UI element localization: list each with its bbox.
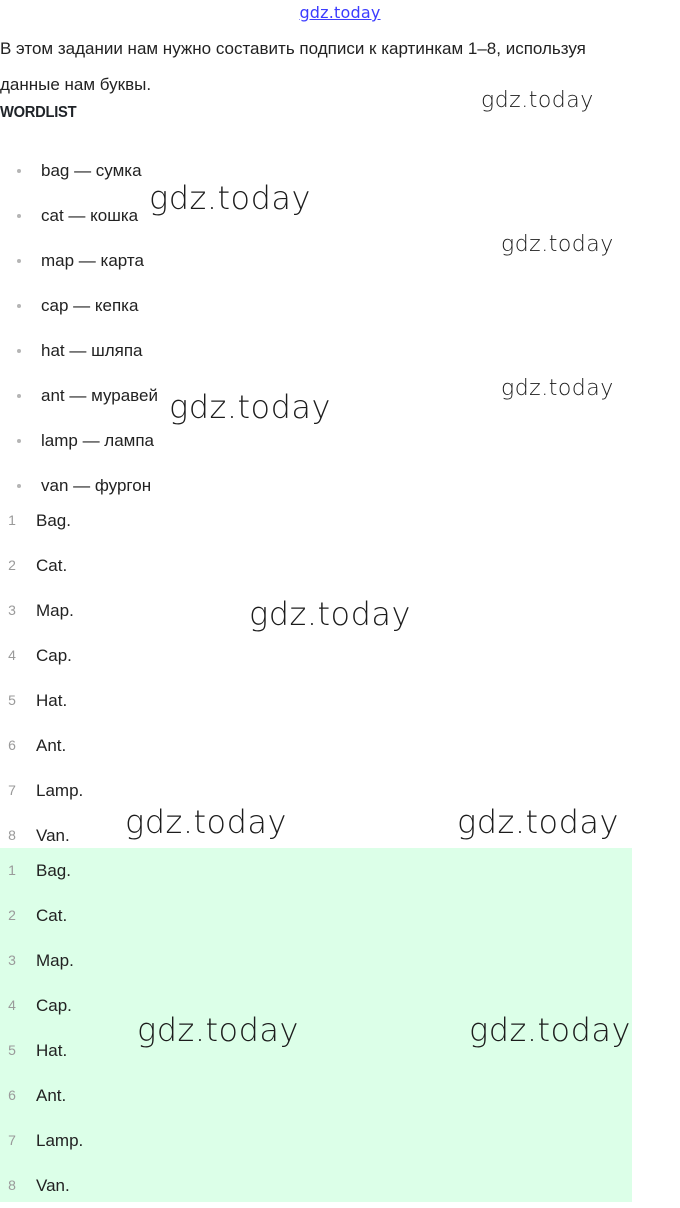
list-item-label: van — фургон — [41, 476, 152, 495]
item-number: 2 — [8, 907, 16, 923]
watermark: gdz.today — [169, 388, 331, 426]
answer-label: Bag. — [36, 511, 71, 530]
item-number: 5 — [8, 692, 16, 708]
answer-label: Cap. — [36, 996, 72, 1015]
answer-label: Bag. — [36, 861, 71, 880]
answer-label: Map. — [36, 951, 74, 970]
list-item — [0, 238, 158, 283]
item-number: 1 — [8, 862, 16, 878]
watermark: gdz.today — [469, 1011, 631, 1049]
watermark: gdz.today — [125, 803, 287, 841]
item-number: 8 — [8, 1177, 16, 1193]
list-item-label: lamp — лампа — [41, 431, 155, 450]
answer-item — [0, 1073, 632, 1118]
answer-label: Van. — [36, 826, 70, 845]
list-item — [0, 283, 158, 328]
watermark: gdz.today — [457, 803, 619, 841]
list-item — [0, 148, 158, 193]
item-number: 3 — [8, 952, 16, 968]
answer-label: Cat. — [36, 556, 68, 575]
bullet-icon — [17, 439, 21, 443]
list-item-label: cap — кепка — [41, 296, 139, 315]
bullet-icon — [17, 169, 21, 173]
bullet-icon — [17, 214, 21, 218]
task-intro: В этом задании нам нужно составить подписи к картинкам 1–8, используя данные нам буквы. — [0, 39, 586, 94]
answer-item — [0, 1163, 632, 1208]
answer-label: Ant. — [36, 1086, 67, 1105]
watermark: gdz.today — [501, 232, 614, 257]
wordlist — [0, 148, 158, 508]
item-number: 4 — [8, 647, 16, 663]
item-number: 5 — [8, 1042, 16, 1058]
answer-label: Lamp. — [36, 781, 84, 800]
answer-item — [0, 633, 632, 678]
item-number: 2 — [8, 557, 16, 573]
item-number: 7 — [8, 782, 16, 798]
list-item-label: bag — сумка — [41, 161, 142, 180]
answer-label: Ant. — [36, 736, 67, 755]
answer-item — [0, 723, 632, 768]
answer-item — [0, 543, 632, 588]
answer-label: Van. — [36, 1176, 70, 1195]
answer-item — [0, 893, 632, 938]
item-number: 6 — [8, 737, 16, 753]
answer-item — [0, 938, 632, 983]
item-number: 1 — [8, 512, 16, 528]
answer-label: Cat. — [36, 906, 68, 925]
answer-item — [0, 1118, 632, 1163]
watermark: gdz.today — [481, 88, 594, 113]
site-link[interactable]: gdz.today — [299, 3, 381, 22]
answer-label: Lamp. — [36, 1131, 84, 1150]
wordlist-heading: WORDLIST — [0, 104, 77, 121]
list-item — [0, 418, 158, 463]
answer-item — [0, 678, 632, 723]
item-number: 6 — [8, 1087, 16, 1103]
list-item-label: hat — шляпа — [41, 341, 143, 360]
item-number: 8 — [8, 827, 16, 843]
answer-label: Hat. — [36, 691, 68, 710]
bullet-icon — [17, 394, 21, 398]
item-number: 7 — [8, 1132, 16, 1148]
watermark: gdz.today — [137, 1011, 299, 1049]
answer-label: Map. — [36, 601, 74, 620]
bullet-icon — [17, 304, 21, 308]
answer-label: Hat. — [36, 1041, 68, 1060]
answer-label: Cap. — [36, 646, 72, 665]
item-number: 4 — [8, 997, 16, 1013]
list-item — [0, 193, 158, 238]
list-item-label: cat — кошка — [41, 206, 139, 225]
list-item — [0, 373, 158, 418]
answer-item — [0, 848, 632, 893]
watermark: gdz.today — [249, 595, 411, 633]
list-item-label: map — карта — [41, 251, 144, 270]
list-item — [0, 328, 158, 373]
item-number: 3 — [8, 602, 16, 618]
watermark: gdz.today — [149, 179, 311, 217]
answer-item — [0, 498, 632, 543]
bullet-icon — [17, 349, 21, 353]
watermark: gdz.today — [501, 376, 614, 401]
list-item-label: ant — муравей — [41, 386, 158, 405]
bullet-icon — [17, 484, 21, 488]
bullet-icon — [17, 259, 21, 263]
